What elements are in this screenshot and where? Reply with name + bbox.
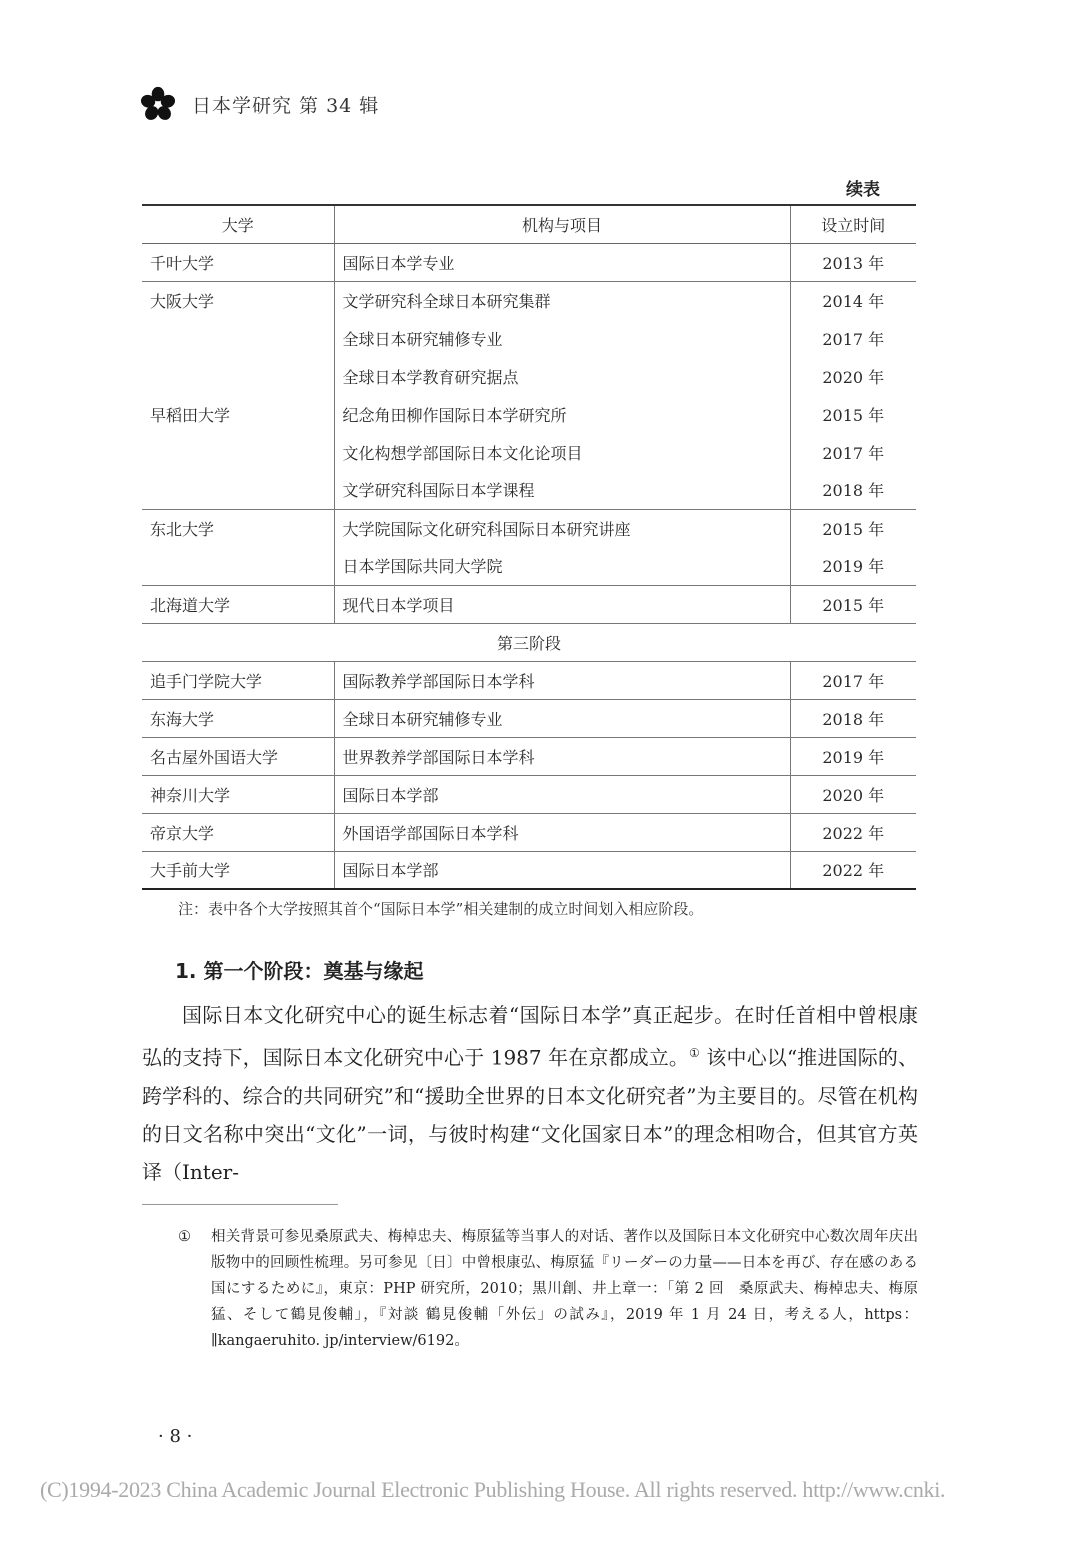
cell-university: 东北大学 <box>150 519 215 539</box>
cell-institution: 世界教养学部国际日本学科 <box>334 737 790 775</box>
stage-row <box>142 623 916 661</box>
paragraph-text-part2: 该中心以“推进国际的、跨学科的、综合的共同研究”和“援助全世界的日本文化研究者”为主要目的。尽管在机构的日文名称中突出“文化”一词，与彼时构建“文化国家日本”的理念相吻合，但其官方英译（Inter- <box>142 1045 918 1185</box>
cell-institution: 全球日本研究辅修专业 <box>334 319 790 357</box>
table-row <box>142 547 916 585</box>
cell-university: 神奈川大学 <box>142 775 334 813</box>
table-stage3-divider <box>142 623 916 661</box>
table-row <box>142 319 916 357</box>
cell-year: 2020 年 <box>790 775 916 813</box>
table-row <box>142 509 916 547</box>
table-row <box>142 395 916 433</box>
cell-university <box>142 357 334 395</box>
cell-institution: 文学研究科国际日本学课程 <box>334 471 790 509</box>
footnote-marker: ① <box>178 1229 191 1245</box>
section-heading: 1. 第一个阶段：奠基与缘起 <box>175 959 424 983</box>
cell-year: 2017 年 <box>790 661 916 699</box>
cell-institution: 日本学国际共同大学院 <box>334 547 790 585</box>
table-row <box>142 357 916 395</box>
table-row <box>142 699 916 737</box>
table-row <box>142 775 916 813</box>
table-body-stage3 <box>142 661 916 889</box>
footnote <box>178 1224 918 1354</box>
cell-university <box>142 547 334 585</box>
table-row <box>142 737 916 775</box>
cell-university: 追手门学院大学 <box>142 661 334 699</box>
table-note: 注：表中各个大学按照其首个“国际日本学”相关建制的成立时间划入相应阶段。 <box>178 900 704 918</box>
cell-university: 千叶大学 <box>142 243 334 281</box>
header-university: 大学 <box>142 205 334 243</box>
cell-year: 2015 年 <box>790 585 916 623</box>
table-row <box>142 851 916 889</box>
flower-icon <box>140 86 176 122</box>
table-body-stage2 <box>142 243 916 623</box>
table-row <box>142 243 916 281</box>
cell-institution: 国际教养学部国际日本学科 <box>334 661 790 699</box>
page-number: · 8 · <box>158 1426 193 1447</box>
body-paragraph <box>142 996 918 1192</box>
table-row <box>142 471 916 509</box>
cell-year: 2017 年 <box>822 329 885 349</box>
universities-table <box>142 204 916 890</box>
journal-title: 日本学研究 第 34 辑 <box>192 94 380 117</box>
paragraph-text-part1: 国际日本文化研究中心的诞生标志着“国际日本学”真正起步。在时任首相中曾根康弘的支持下，国际日本文化研究中心于 1987 年在京都成立。 <box>142 1003 918 1070</box>
cell-year: 2018 年 <box>790 699 916 737</box>
paragraph <box>142 996 918 1192</box>
cell-institution: 外国语学部国际日本学科 <box>334 813 790 851</box>
cell-institution: 国际日本学部 <box>334 851 790 889</box>
cell-university <box>142 319 334 357</box>
cell-year: 2018 年 <box>790 471 916 509</box>
cell-university: 帝京大学 <box>142 813 334 851</box>
cell-year: 2015 年 <box>822 405 885 425</box>
cell-university: 北海道大学 <box>142 585 334 623</box>
cell-year: 2013 年 <box>790 243 916 281</box>
table-row <box>142 661 916 699</box>
cell-institution: 全球日本研究辅修专业 <box>334 699 790 737</box>
cell-institution: 国际日本学部 <box>334 775 790 813</box>
cell-institution: 全球日本学教育研究据点 <box>334 357 790 395</box>
cell-institution: 纪念角田柳作国际日本学研究所 <box>334 395 790 433</box>
cell-institution: 文化构想学部国际日本文化论项目 <box>334 433 790 471</box>
running-head <box>140 82 379 126</box>
cell-university: 名古屋外国语大学 <box>142 737 334 775</box>
cell-institution: 文学研究科全球日本研究集群 <box>334 281 790 319</box>
cell-year: 2019 年 <box>790 547 916 585</box>
header-year: 设立时间 <box>790 205 916 243</box>
cell-institution: 国际日本学专业 <box>334 243 790 281</box>
cell-year: 2015 年 <box>822 519 885 539</box>
cell-university: 大阪大学 <box>150 291 215 311</box>
table-row <box>142 433 916 471</box>
cell-university: 东海大学 <box>142 699 334 737</box>
table-row <box>142 813 916 851</box>
cell-university: 大手前大学 <box>142 851 334 889</box>
cell-year: 2020 年 <box>822 367 885 387</box>
cell-institution: 大学院国际文化研究科国际日本研究讲座 <box>334 509 790 547</box>
cell-year: 2022 年 <box>790 851 916 889</box>
cell-year: 2017 年 <box>822 443 885 463</box>
table-row <box>142 281 916 319</box>
stage3-label: 第三阶段 <box>142 623 916 661</box>
footnote-reference[interactable]: ① <box>689 1046 700 1061</box>
cell-year: 2022 年 <box>790 813 916 851</box>
table-continued-label: 续表 <box>846 180 880 200</box>
cell-year: 2019 年 <box>790 737 916 775</box>
cell-year: 2014 年 <box>822 291 885 311</box>
cell-university <box>142 433 334 471</box>
footnote-text: 相关背景可参见桑原武夫、梅棹忠夫、梅原猛等当事人的对话、著作以及国际日本文化研究中心数次周年庆出版物中的回顾性梳理。另可参见〔日〕中曾根康弘、梅原猛『リーダーの力量——日本を再び、存在感のある国にするために』，東京：PHP 研究所，2010；黒川創、井上章一：「第 2 回 桑原武夫、梅棹忠夫、梅原猛、そして鶴見俊輔」，『対談 鶴見俊輔「外伝」の試み』，2019 年 1 月 24 日，考える人，https：∥kangaeruhito. jp/interview/6192。 <box>211 1229 918 1349</box>
table-row <box>142 585 916 623</box>
header-institution: 机构与项目 <box>334 205 790 243</box>
cell-university: 早稻田大学 <box>150 405 231 425</box>
copyright-watermark: (C)1994-2023 China Academic Journal Electronic Publishing House. All rights reserved. http://www.cnki. <box>40 1477 946 1502</box>
table-header-row <box>142 205 916 243</box>
cell-institution: 现代日本学项目 <box>334 585 790 623</box>
cell-university <box>142 471 334 509</box>
footnote-divider <box>142 1204 338 1205</box>
